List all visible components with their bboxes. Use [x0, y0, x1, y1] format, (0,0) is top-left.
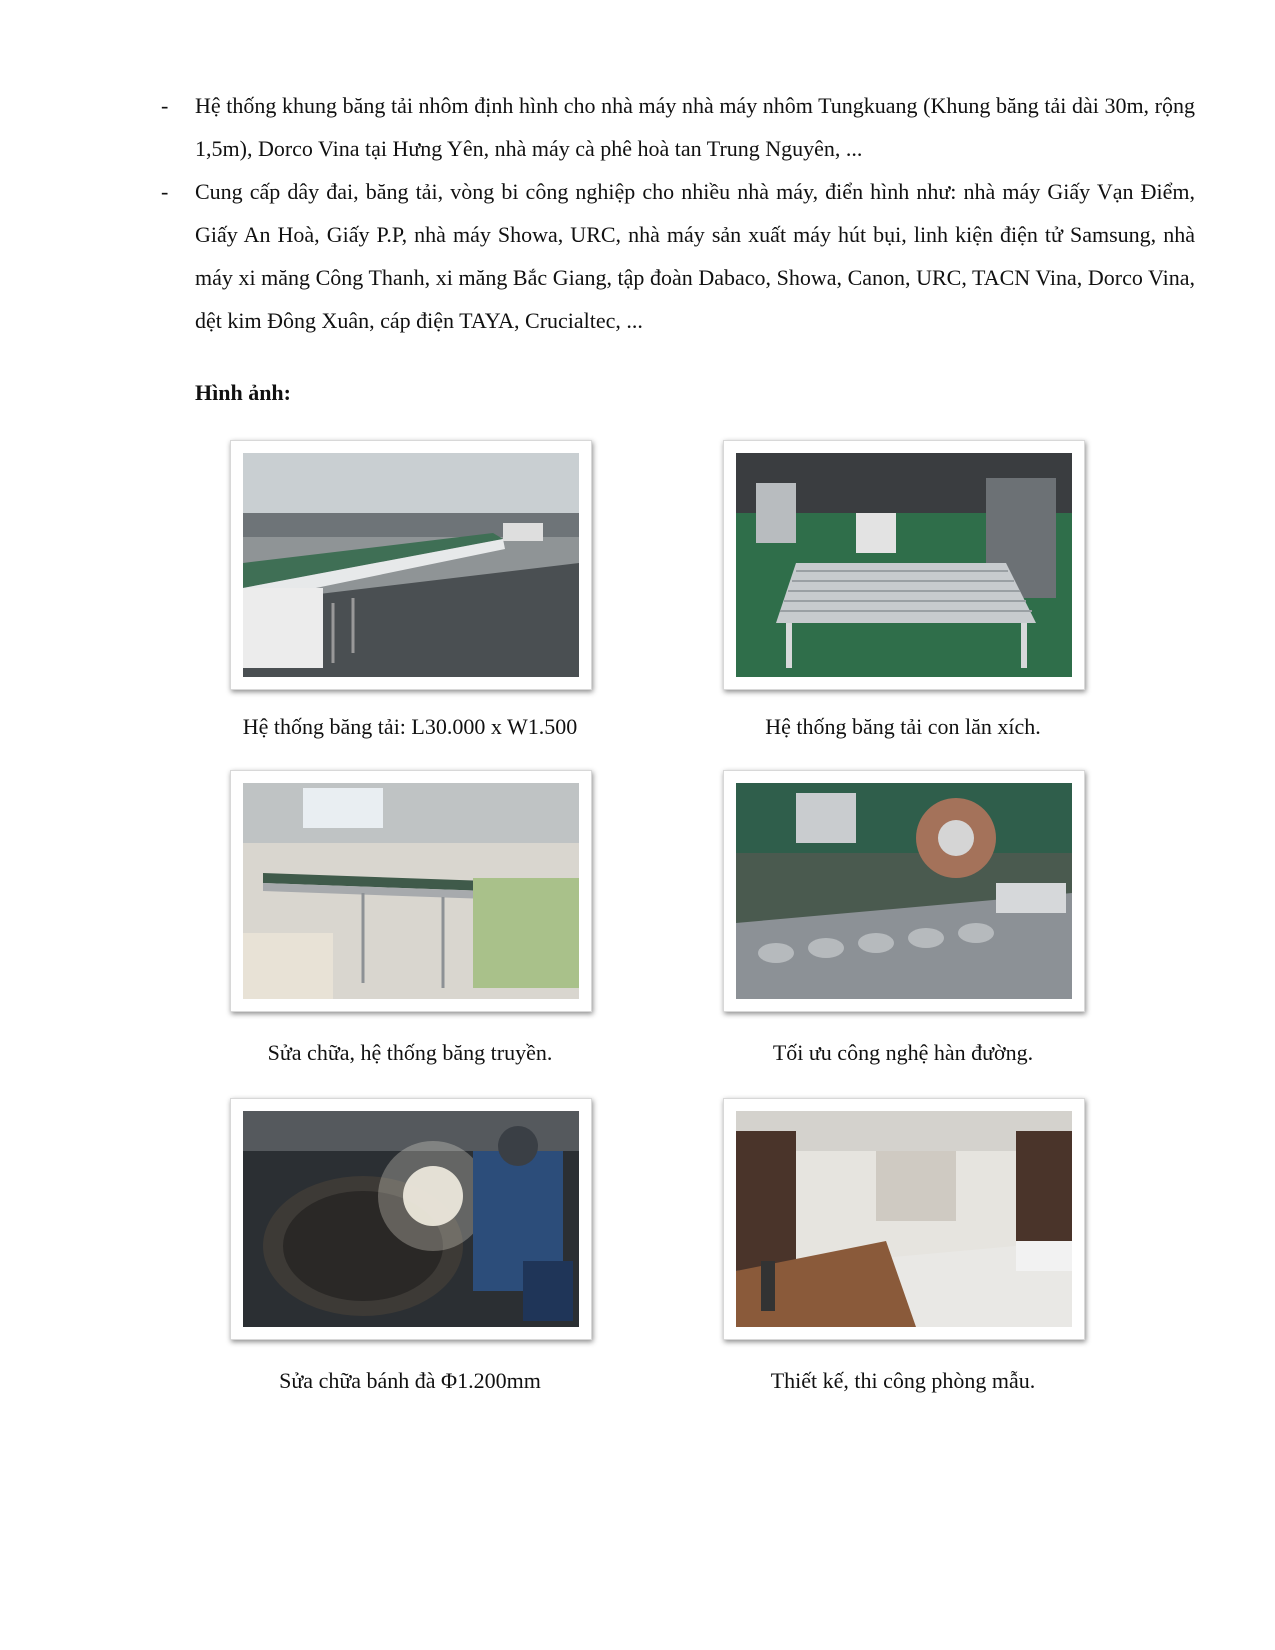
photo-caption: Hệ thống băng tải: L30.000 x W1.500	[242, 714, 578, 739]
bullet-marker: -	[161, 93, 169, 118]
photo-image	[736, 453, 1072, 677]
photo-image	[243, 1111, 579, 1327]
photo-caption: Tối ưu công nghệ hàn đường.	[772, 1040, 1034, 1065]
photo-image	[243, 783, 579, 999]
photo-caption: Sửa chữa, hệ thống băng truyền.	[267, 1040, 553, 1065]
photo-caption: Hệ thống băng tải con lăn xích.	[765, 714, 1041, 739]
bullet-list	[155, 84, 1195, 342]
photo-image	[243, 453, 579, 677]
bullet-marker: -	[161, 179, 169, 204]
photo-caption: Thiết kế, thi công phòng mẫu.	[770, 1368, 1036, 1393]
section-heading: Hình ảnh:	[195, 380, 291, 405]
photo-belt-repair	[230, 770, 592, 1012]
photo-image	[736, 1111, 1072, 1327]
photo-showroom	[723, 1098, 1085, 1340]
bullet-text: Cung cấp dây đai, băng tải, vòng bi công nghiệp cho nhiều nhà máy, điển hình như: nhà máy Giấy Vạn Điểm, Giấy An Hoà, Giấy P.P, nhà máy Showa, URC, nhà máy sản xuất máy hút bụi, linh kiện điện tử Samsung, nhà máy xi măng Công Thanh, xi măng Bắc Giang, tập đoàn Dabaco, Showa, Canon, URC, TACN Vina, Dorco Vina, dệt kim Đông Xuân, cáp điện TAYA, Crucialtec, ...	[195, 179, 1195, 333]
photo-image	[736, 783, 1072, 999]
photo-conveyor-system	[230, 440, 592, 690]
bullet-item	[155, 170, 1195, 342]
bullet-text: Hệ thống khung băng tải nhôm định hình cho nhà máy nhà máy nhôm Tungkuang (Khung băng tải dài 30m, rộng 1,5m), Dorco Vina tại Hưng Yên, nhà máy cà phê hoà tan Trung Nguyên, ...	[195, 93, 1195, 161]
bullet-item	[155, 84, 1195, 170]
photo-roller-conveyor	[723, 440, 1085, 690]
photo-welding-line	[723, 770, 1085, 1012]
photo-flywheel-repair	[230, 1098, 592, 1340]
photo-caption: Sửa chữa bánh đà Φ1.200mm	[279, 1368, 541, 1393]
